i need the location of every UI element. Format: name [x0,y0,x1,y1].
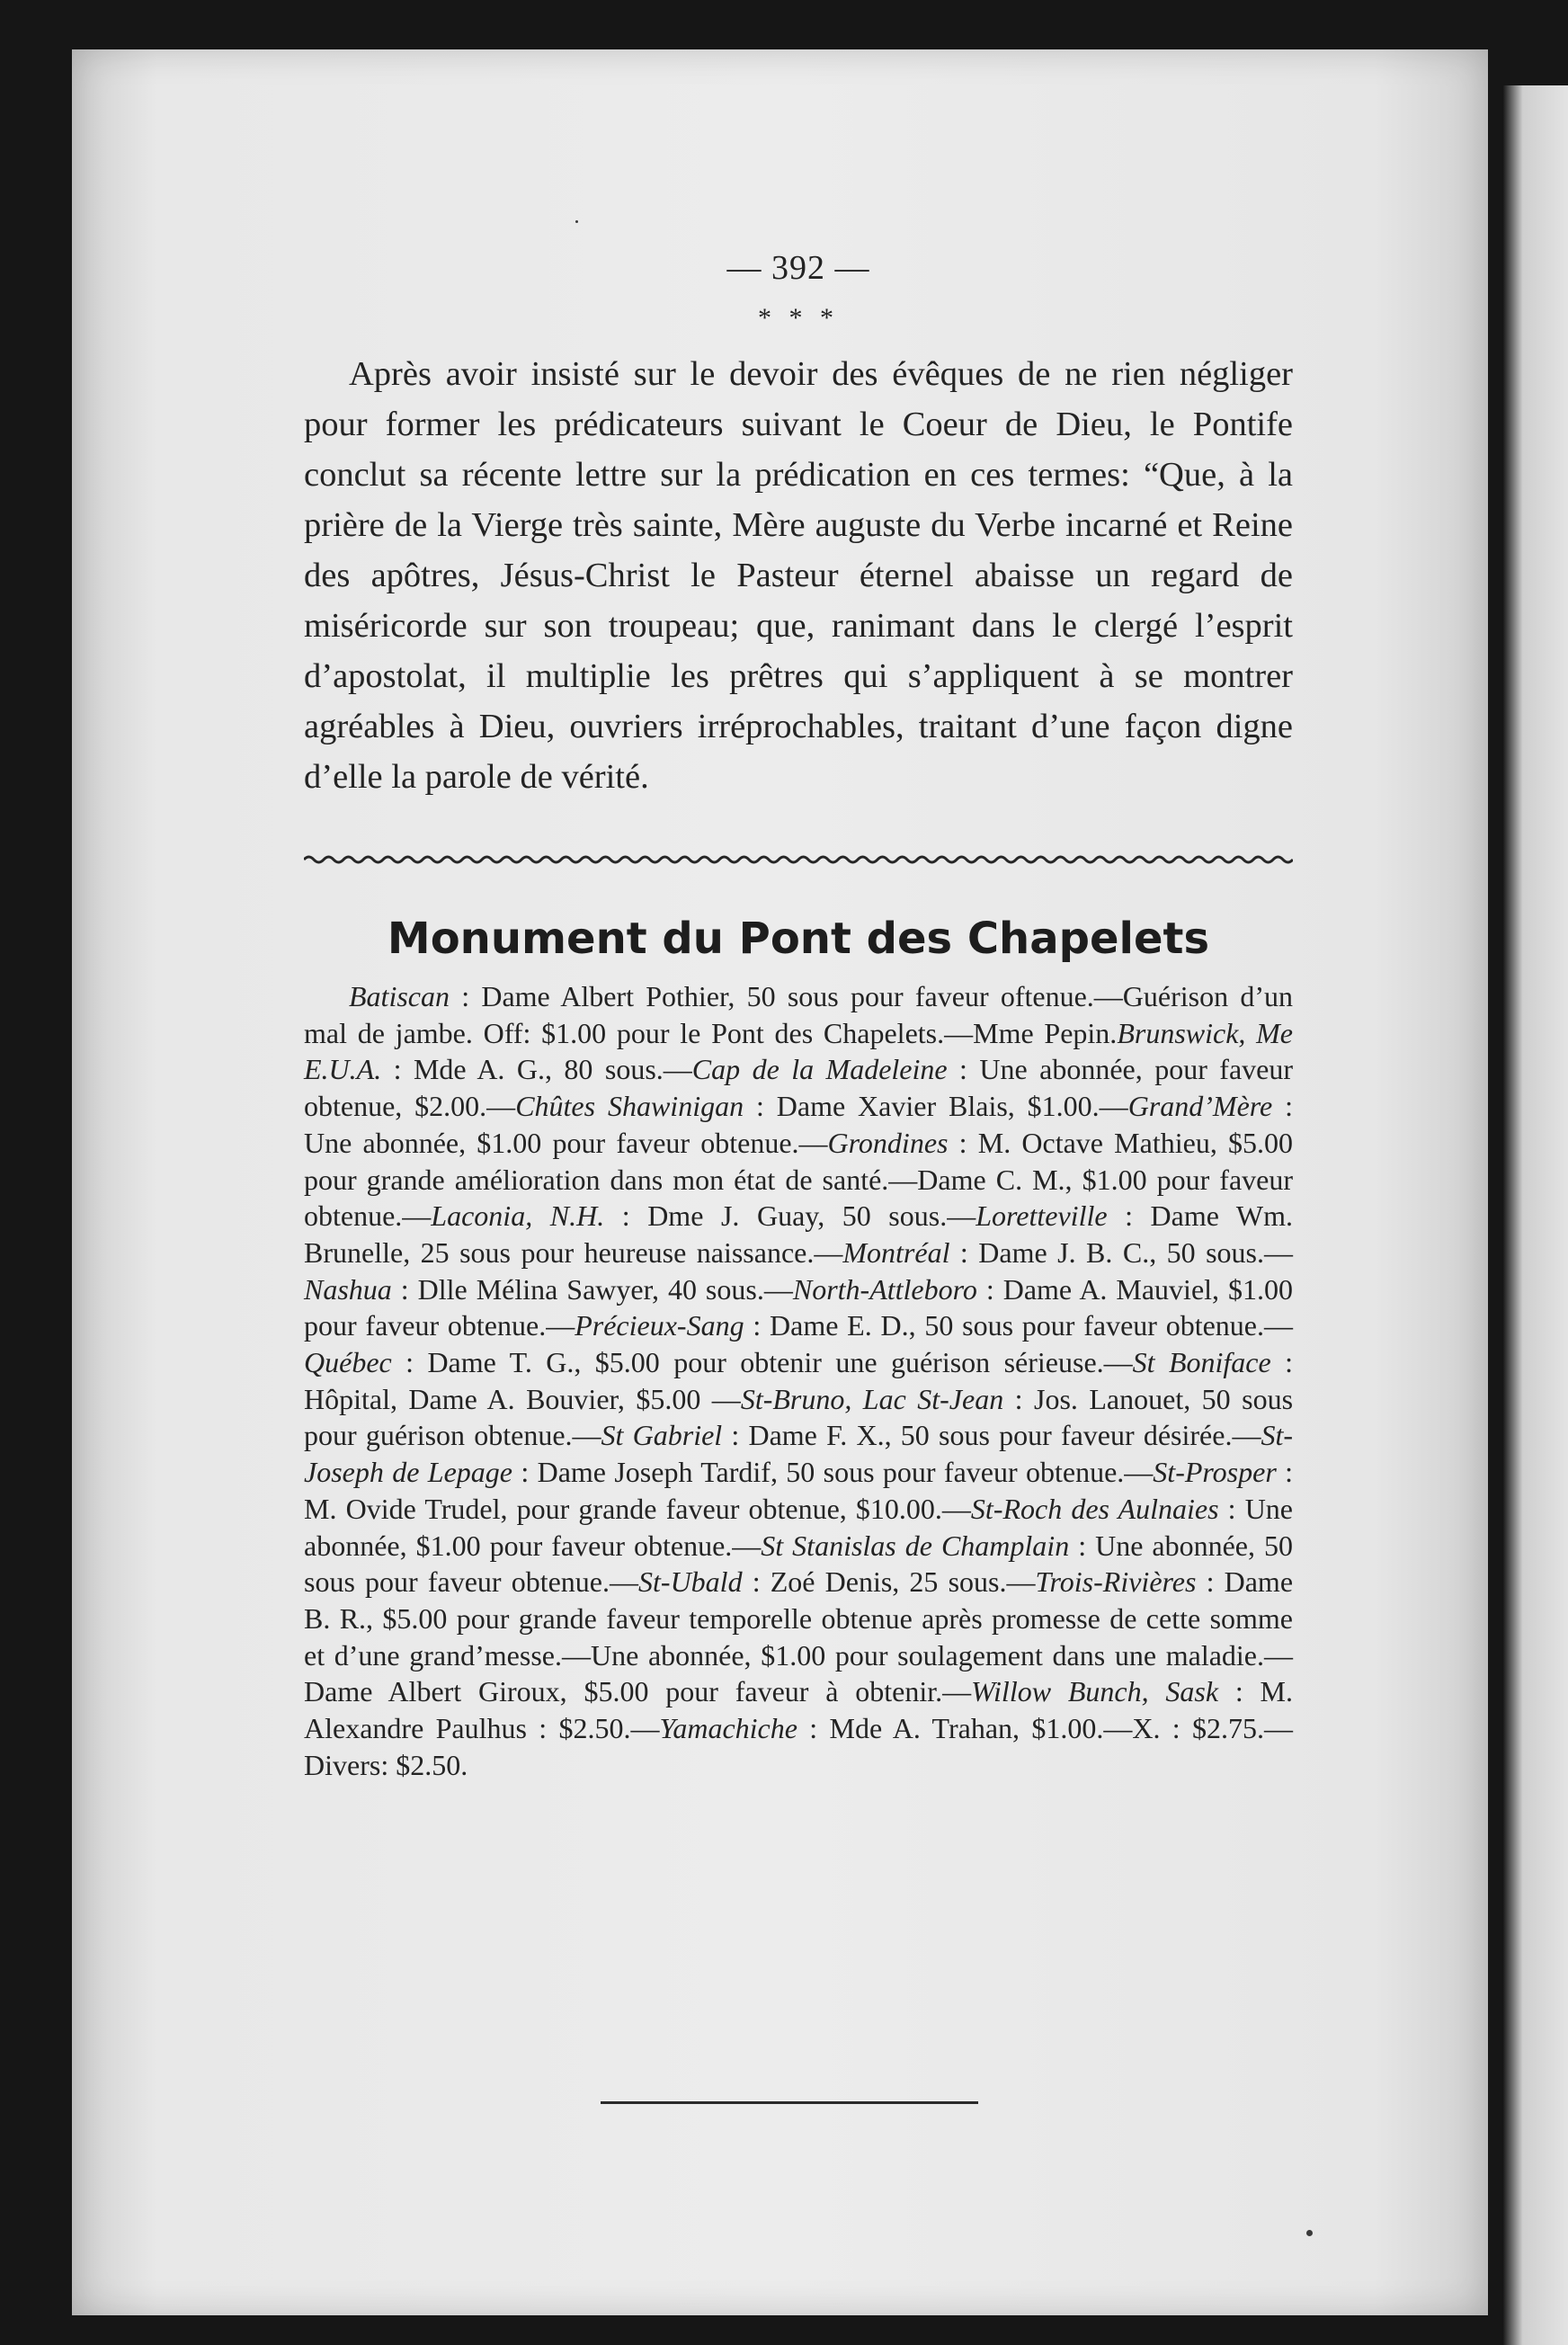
end-rule [601,2101,978,2104]
entry-text: : Une abonnée, pour faveur obtenue, $2.00.— [304,1053,1294,1123]
entry-text: : Zoé Denis, 25 sous.— [742,1565,1036,1599]
entry-text: : Une abonnée, 50 sous pour faveur obtenue.— [304,1529,1293,1599]
entry-place: St-Prosper [1153,1456,1277,1489]
entry-text: : Dame E. D., 50 sous pour faveur obtenue.— [744,1309,1294,1342]
entry-place: Batiscan [349,980,450,1012]
dust-speck [575,220,578,223]
section-separator: * * * [758,303,839,333]
entry-place: Trois-Rivières [1035,1565,1197,1599]
entry-text: : Dame J. B. C., 50 sous.— [949,1235,1294,1269]
entry-place: Précieux-Sang [575,1309,744,1342]
entry-text: : Dame A. Mauviel, $1.00 pour faveur obtenue.— [304,1272,1294,1342]
entry-place: St-Roch des Aulnaies [970,1492,1219,1525]
entry-place: Québec [304,1346,392,1379]
entry-place: St-Joseph de Lepage [304,1419,1294,1489]
entry-text: : Jos. Lanouet, 50 sous pour guérison obtenue.— [304,1382,1294,1452]
page-content [304,243,1293,1783]
entry-text: : Une abonnée, $1.00 pour faveur obtenue.— [304,1090,1294,1159]
entry-place: St Stanislas de Champlain [761,1529,1070,1562]
entry-place: Brunswick, Me E.U.A. [304,1016,1294,1086]
entry-place: Cap de la Madeleine [691,1053,948,1086]
adjacent-page-edge [1503,85,1568,2345]
entry-text: : Dme J. Guay, 50 sous.— [604,1199,976,1233]
entry-text: : Dame Joseph Tardif, 50 sous pour faveur obtenue.— [512,1456,1154,1489]
entry-text: : Dame Wm. Brunelle, 25 sous pour heureuse naissance.— [304,1199,1294,1269]
entry-text: : M. Ovide Trudel, pour grande faveur obtenue, $10.00.— [304,1456,1294,1525]
entry-text: : Dame Albert Pothier, 50 sous pour faveur oftenue.—Guérison d’un mal de jambe. Off: $1.00 pour le Pont des Chapelets.—Mme Pepin. [304,980,1293,1049]
entry-place: Grondines [827,1126,949,1159]
entry-text: : Mde A. Trahan, $1.00.—X. : $2.75.—Divers: $2.50. [304,1712,1294,1781]
section-title: Monument du Pont des Chapelets [387,914,1210,964]
entry-place: Laconia, N.H. [431,1199,605,1233]
entry-text: : Une abonnée, $1.00 pour faveur obtenue.— [304,1492,1294,1562]
page-number: — 392 — [726,249,870,287]
donation-list [304,978,1293,1783]
entry-place: Yamachiche [659,1712,797,1745]
entry-place: Nashua [304,1272,392,1306]
wavy-divider [304,849,1293,870]
entry-text: : Hôpital, Dame A. Bouvier, $5.00 — [304,1346,1294,1415]
entry-place: St-Bruno, Lac St-Jean [740,1382,1004,1415]
entry-place: North-Attleboro [792,1272,977,1306]
entry-place: St Boniface [1132,1346,1271,1379]
entry-place: Willow Bunch, Sask [971,1675,1219,1708]
entry-place: Loretteville [976,1199,1108,1233]
intro-paragraph: Après avoir insisté sur le devoir des évêques de ne rien négliger pour former les prédicateurs suivant le Coeur de Dieu, le Pontife conclut sa récente lettre sur la prédication en ces termes: “Que, à la prière de la Vierge très sainte, Mère auguste du Verbe incarné et Reine des apôtres, Jésus-Christ le Pasteur éternel abaisse un regard de miséricorde sur son troupeau; que, ranimant dans le clergé l’esprit d’apostolat, il multiplie les prêtres qui s’appliquent à se montrer agréables à Dieu, ouvriers irréprochables, traitant d’une façon digne d’elle la parole de vérité. [304,355,1293,796]
entry-text: : M. Alexandre Paulhus : $2.50.— [304,1675,1294,1745]
entry-place: St Gabriel [601,1419,723,1452]
entry-text: : Dame T. G., $5.00 pour obtenir une guérison sérieuse.— [391,1346,1133,1379]
entry-text: : M. Octave Mathieu, $5.00 pour grande amélioration dans mon état de santé.—Dame C. M., $1.00 pour faveur obtenue.— [304,1126,1294,1233]
entry-place: Grand’Mère [1127,1090,1273,1123]
entry-place: St-Ubald [638,1565,743,1599]
entry-text: : Dame B. R., $5.00 pour grande faveur temporelle obtenue après promesse de cette somme et d’une grand’messe.—Une abonnée, $1.00 pour soulagement dans une maladie.—Dame Albert Giroux, $5.00 pour faveur à obtenir.— [304,1565,1294,1708]
entry-text: : Mde A. G., 80 sous.— [381,1053,692,1086]
entry-place: Montréal [842,1235,950,1269]
entry-text: : Dame F. X., 50 sous pour faveur désirée.— [722,1419,1261,1452]
entry-place: Chûtes Shawinigan [515,1090,744,1123]
dust-speck [1306,2230,1313,2236]
entry-text: : Dlle Mélina Sawyer, 40 sous.— [391,1272,793,1306]
entry-text: : Dame Xavier Blais, $1.00.— [744,1090,1128,1123]
